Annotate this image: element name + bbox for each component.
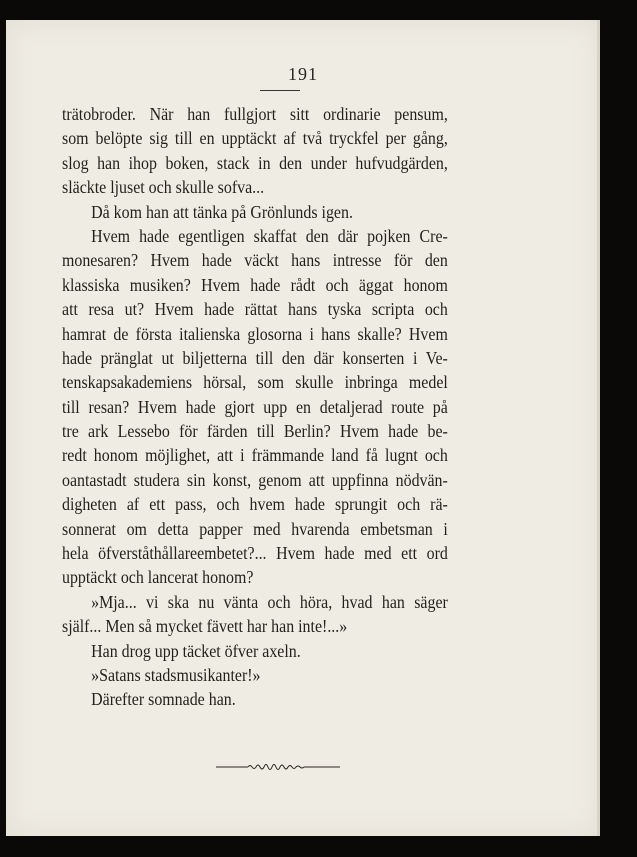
ornament-divider — [216, 760, 340, 774]
text-line: redt honom möjlighet, att i främmande land få lugnt och — [62, 445, 448, 466]
text-line: monesaren? Hvem hade väckt hans intresse för den — [62, 250, 448, 271]
text-line: »Mja... vi ska nu vänta och höra, hvad han säger — [91, 591, 448, 612]
text-line: tenskapsakademiens hörsal, som skulle inbringa medel — [62, 372, 448, 393]
book-page — [6, 20, 600, 836]
text-line: digheten af ett pass, och hvem hade sprungit och rä- — [62, 494, 448, 515]
text-line: att resa ut? Hvem hade rättat hans tyska scripta och — [62, 299, 448, 320]
text-line: sonnerat om detta papper med hvarenda embetsman i — [62, 518, 448, 539]
page-edge — [597, 20, 600, 836]
text-line: Därefter somnade han. — [91, 689, 236, 710]
text-line: som belöpte sig till en upptäckt af två tryckfel per gång, — [62, 128, 448, 149]
text-line: hamrat de första italienska glosorna i hans skalle? Hvem — [62, 323, 448, 344]
text-line: Då kom han att tänka på Grönlunds igen. — [91, 201, 353, 222]
text-line: Hvem hade egentligen skaffat den där pojken Cre- — [91, 225, 448, 246]
ornament-squiggle — [248, 765, 304, 770]
text-line: till resan? Hvem hade gjort upp en detaljerad route på — [62, 396, 448, 417]
text-line: oantastadt studera sin konst, genom att uppfinna nödvän- — [62, 469, 448, 490]
text-line: klassiska musiken? Hvem hade rådt och äggat honom — [62, 274, 448, 295]
text-line: trätobroder. När han fullgjort sitt ordinarie pensum, — [62, 104, 448, 124]
text-line: slog han ihop boken, stack in den under hufvudgärden, — [62, 152, 448, 173]
text-line: själf... Men så mycket fävett har han inte!...» — [62, 616, 348, 637]
page-number: 191 — [288, 64, 318, 84]
body-text — [62, 102, 448, 712]
text-line: Han drog upp täcket öfver axeln. — [91, 640, 301, 661]
text-line: hade pränglat ut biljetterna till den där konserten i Ve- — [62, 347, 448, 368]
text-line: tre ark Lessebo för färden till Berlin? Hvem hade be- — [62, 421, 448, 442]
text-line: släckte ljuset och skulle sofva... — [62, 177, 265, 198]
page-number-rule — [260, 90, 300, 91]
text-line: hela öfverståthållareembetet?... Hvem hade med ett ord — [62, 543, 448, 564]
text-line: upptäckt och lancerat honom? — [62, 567, 254, 588]
text-line: »Satans stadsmusikanter!» — [91, 664, 261, 685]
